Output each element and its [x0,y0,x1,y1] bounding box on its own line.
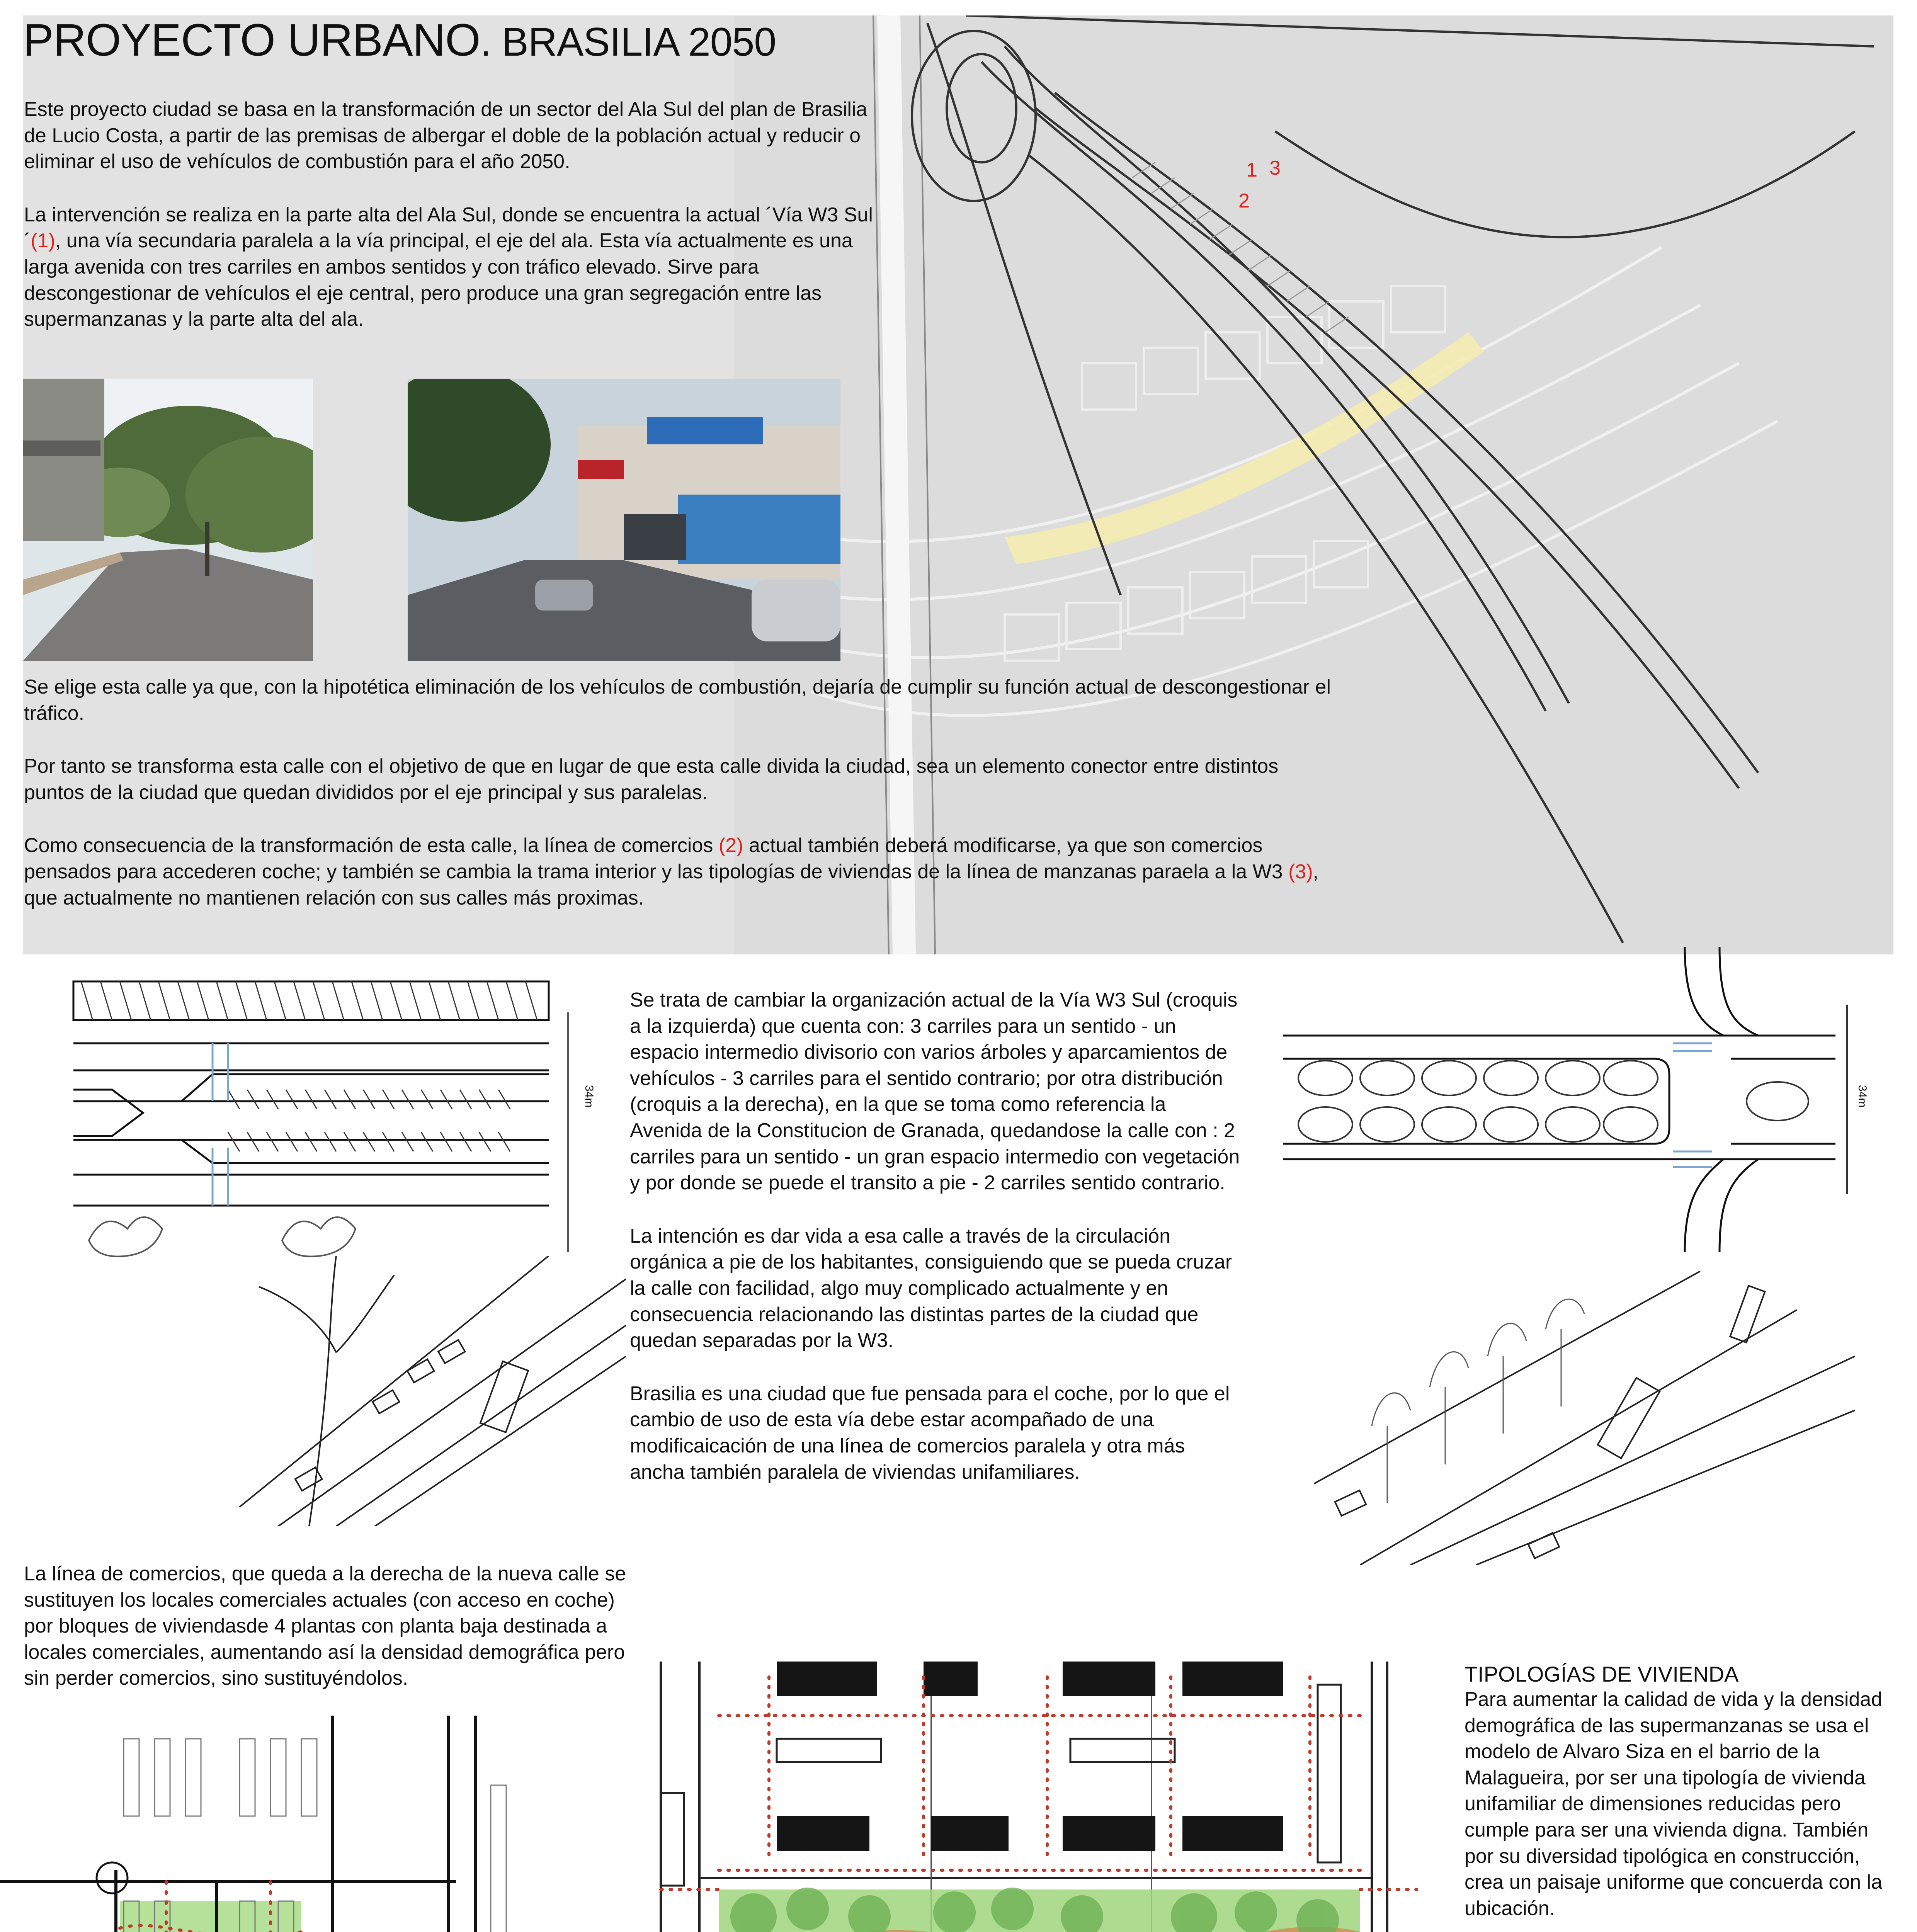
housing-paragraph-1: Para aumentar la calidad de vida y la densidad demográfica de las supermanzanas se usa el modelo de Alvaro Siza en el barrio de la Malagueira, por ser una tipología de vivienda unifamiliar de dimensiones reducidas pero cumple para ser una vivienda digna. También por su diversidad tipológica en construcción, crea un paisaje uniforme que concuerda con la ubicación. [1465,1688,1883,1920]
ref-1: (1) [31,230,55,252]
sketch-proposed-street-plan [1275,947,1855,1252]
sketch-commerce-plan [0,1716,514,1932]
w3-paragraph-1: Se trata de cambiar la organización actual de la Vía W3 Sul (croquis a la izquierda) que cuenta con: 3 carriles para un sentido - un espacio intermedio divisorio con varios árboles y aparcamientos de vehículos - 3 carriles para el sentido contrario; por otra distribución (croquis a la derecha), en la que se toma como referencia la Avenida de la Constitucion de Granada, quedandose la calle con : 2 carriles para un sentido - un gran espacio intermedio con vegetación y por donde se puede el transito a pie - 2 carriles sentido contrario. [630,989,1240,1194]
map-label-2: 2 [1238,190,1250,212]
sketch-right-width-label: 34m [1856,1085,1869,1108]
intro-paragraph-1: Este proyecto ciudad se basa en la transformación de un sector del Ala Sul del plan de Brasilia de Lucio Costa, a partir de las premisas de albergar el doble de la población actual y reducir o eliminar el uso de vehículos de combustión para el año 2050. [24,98,867,173]
housing-text [1465,1662,1897,1932]
commerce-text [24,1561,634,1719]
street-paragraph-1: Se elige esta calle ya que, con la hipotética eliminación de los vehículos de combustión, dejaría de cumplir su función actual de descongestionar el tráfico. [24,676,1331,724]
photo-w3-street-shops [408,379,840,661]
page-title [23,15,776,66]
sketch-current-street-plan [66,974,607,1291]
photo-w3-street-trees [23,379,313,661]
sketch-current-street-perspective [201,1256,626,1526]
commerce-paragraph: La línea de comercios, que queda a la derecha de la nueva calle se sustituyen los locales comerciales actuales (con acceso en coche) por bloques de viviendasde 4 plantas con planta baja destinada a locales comerciales, aumentando así la densidad demográfica pero sin perder comercios, sino sustituyéndolos. [24,1563,626,1690]
housing-heading: TIPOLOGÍAS DE VIVIENDA [1465,1662,1739,1686]
w3-text [630,987,1240,1512]
map-label-1: 1 [1246,159,1257,181]
title-main: PROYECTO URBANO [23,15,480,66]
sketch-superblock-plan [653,1638,1418,1932]
street-text [24,674,1338,938]
street-paragraph-2: Por tanto se transforma esta calle con el objetivo de que en lugar de que esta calle divida la ciudad, sea un elemento conector entre distintos puntos de la ciudad que quedan divididos por el eje principal y sus paralelas. [24,755,1279,804]
street-paragraph-3: Como consecuencia de la transformación de esta calle, la línea de comercios (2) actual también deberá modificarse, ya que son comercios pensados para accederen coche; y también se cambia la trama interior y las tipologías de viviendas de la línea de manzanas paraela a la W3 (3), que actualmente no mantienen relación con sus calles más proximas. [24,834,1319,909]
sketch-proposed-street-perspective [1314,1271,1855,1565]
intro-paragraph-2: La intervención se realiza en la parte alta del Ala Sul, donde se encuentra la actual ´Vía W3 Sul´(1), una vía secundaria paralela a la vía principal, el eje del ala. Esta vía actualmente es una larga avenida con tres carriles en ambos sentidos y con tráfico elevado. Sirve para descongestionar de vehículos el eje central, pero produce una gran segregación entre las supermanzanas y la parte alta del ala. [24,203,873,331]
ref-2: (2) [718,834,743,857]
title-sub: . BRASILIA 2050 [480,20,776,65]
w3-paragraph-2: La intención es dar vida a esa calle a través de la circulación orgánica a pie de los habitantes, consiguiendo que se pueda cruzar la calle con facilidad, algo muy complicado actualmente y en consecuencia relacionando las distintas partes de la ciudad que quedan separadas por la W3. [630,1225,1232,1352]
w3-paragraph-3: Brasilia es una ciudad que fue pensada para el coche, por lo que el cambio de uso de esta vía debe estar acompañado de una modificaicación de una línea de comercios paralela y otra más ancha también paralela de viviendas unifamiliares. [630,1382,1230,1483]
ref-3: (3) [1288,860,1313,883]
sketch-left-width-label: 34m [583,1085,596,1108]
map-label-3: 3 [1269,157,1281,179]
intro-text [24,97,886,360]
